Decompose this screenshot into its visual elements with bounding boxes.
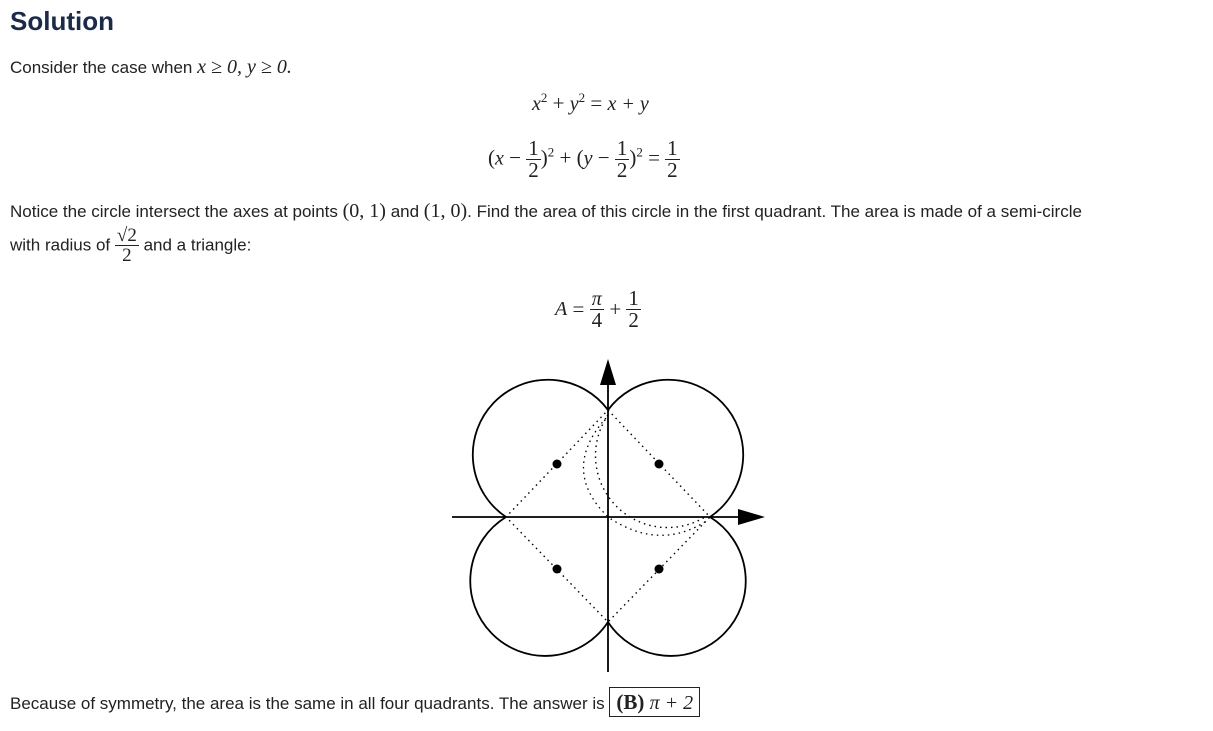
circle-outline-q1 xyxy=(608,380,743,517)
answer-label: (B) xyxy=(616,690,645,714)
intro-condition: x ≥ 0, y ≥ 0. xyxy=(197,56,292,78)
notice-line-1 xyxy=(10,200,1082,223)
area-term2-num: 1 xyxy=(628,286,639,310)
center-q4 xyxy=(655,565,664,574)
eq1-y: y xyxy=(569,93,579,115)
page-title: Solution xyxy=(10,6,114,36)
area-equation: A = $\frac{\pi}{4}$ + $\frac{1}{2}$ xyxy=(555,286,639,332)
eq2-half-den-2: 2 xyxy=(616,158,628,182)
eq1-x: x xyxy=(532,93,541,115)
eq2-rhs-num: 1 xyxy=(667,136,678,160)
eq1-rhs: x + y xyxy=(607,93,649,115)
notice-text-1: Notice the circle intersect the axes at points xyxy=(10,202,338,221)
center-q2 xyxy=(553,460,562,469)
center-q3 xyxy=(553,565,562,574)
center-q1 xyxy=(655,460,664,469)
notice-line-2 xyxy=(10,226,251,265)
radius-den: 2 xyxy=(115,245,139,265)
eq2-half-num-1: 1 xyxy=(528,136,539,160)
notice-and: and xyxy=(390,202,420,221)
x-axis-arrow xyxy=(738,509,765,525)
point-1-0: (1, 0) xyxy=(423,200,468,222)
area-term2-den: 2 xyxy=(628,308,639,332)
circle-outline-q4 xyxy=(608,517,746,656)
answer-value: π + 2 xyxy=(649,692,694,714)
radius-num: √2 xyxy=(116,225,137,246)
area-lhs: A xyxy=(555,298,568,320)
equation-completed-square: (x − $\frac{1}{2}$ )$^2$ + (y − $\frac{1}{2}$ )$^2$ = $\frac{1}{2}$ xyxy=(488,136,678,182)
equation-circle: $x^2 + y^2 = x + y$ xyxy=(532,90,649,115)
point-0-1: (0, 1) xyxy=(342,200,386,222)
area-term1-num: π xyxy=(591,287,602,310)
dotted-semicircle xyxy=(596,415,705,528)
notice-text-3: with radius of xyxy=(10,235,111,255)
notice-text-2: . Find the area of this circle in the first quadrant. The area is made of a semi-circle xyxy=(467,202,1082,221)
intro-text: Consider the case when xyxy=(10,58,193,77)
intro-line xyxy=(10,56,292,79)
answer-box xyxy=(609,687,700,717)
eq2-rhs-den: 2 xyxy=(667,158,678,182)
conclusion-line xyxy=(10,690,700,715)
y-axis-arrow xyxy=(600,359,616,385)
area-term1-den: 4 xyxy=(591,307,603,332)
circle-outline-q3 xyxy=(470,517,608,656)
conclusion-text: Because of symmetry, the area is the same in all four quadrants. The answer is xyxy=(10,694,605,713)
eq2-half-num-2: 1 xyxy=(616,136,628,160)
circle-outline-q2 xyxy=(473,380,608,517)
notice-text-4: and a triangle: xyxy=(143,235,252,255)
eq2-half-den-1: 2 xyxy=(528,158,539,182)
four-circle-diagram xyxy=(440,355,780,680)
